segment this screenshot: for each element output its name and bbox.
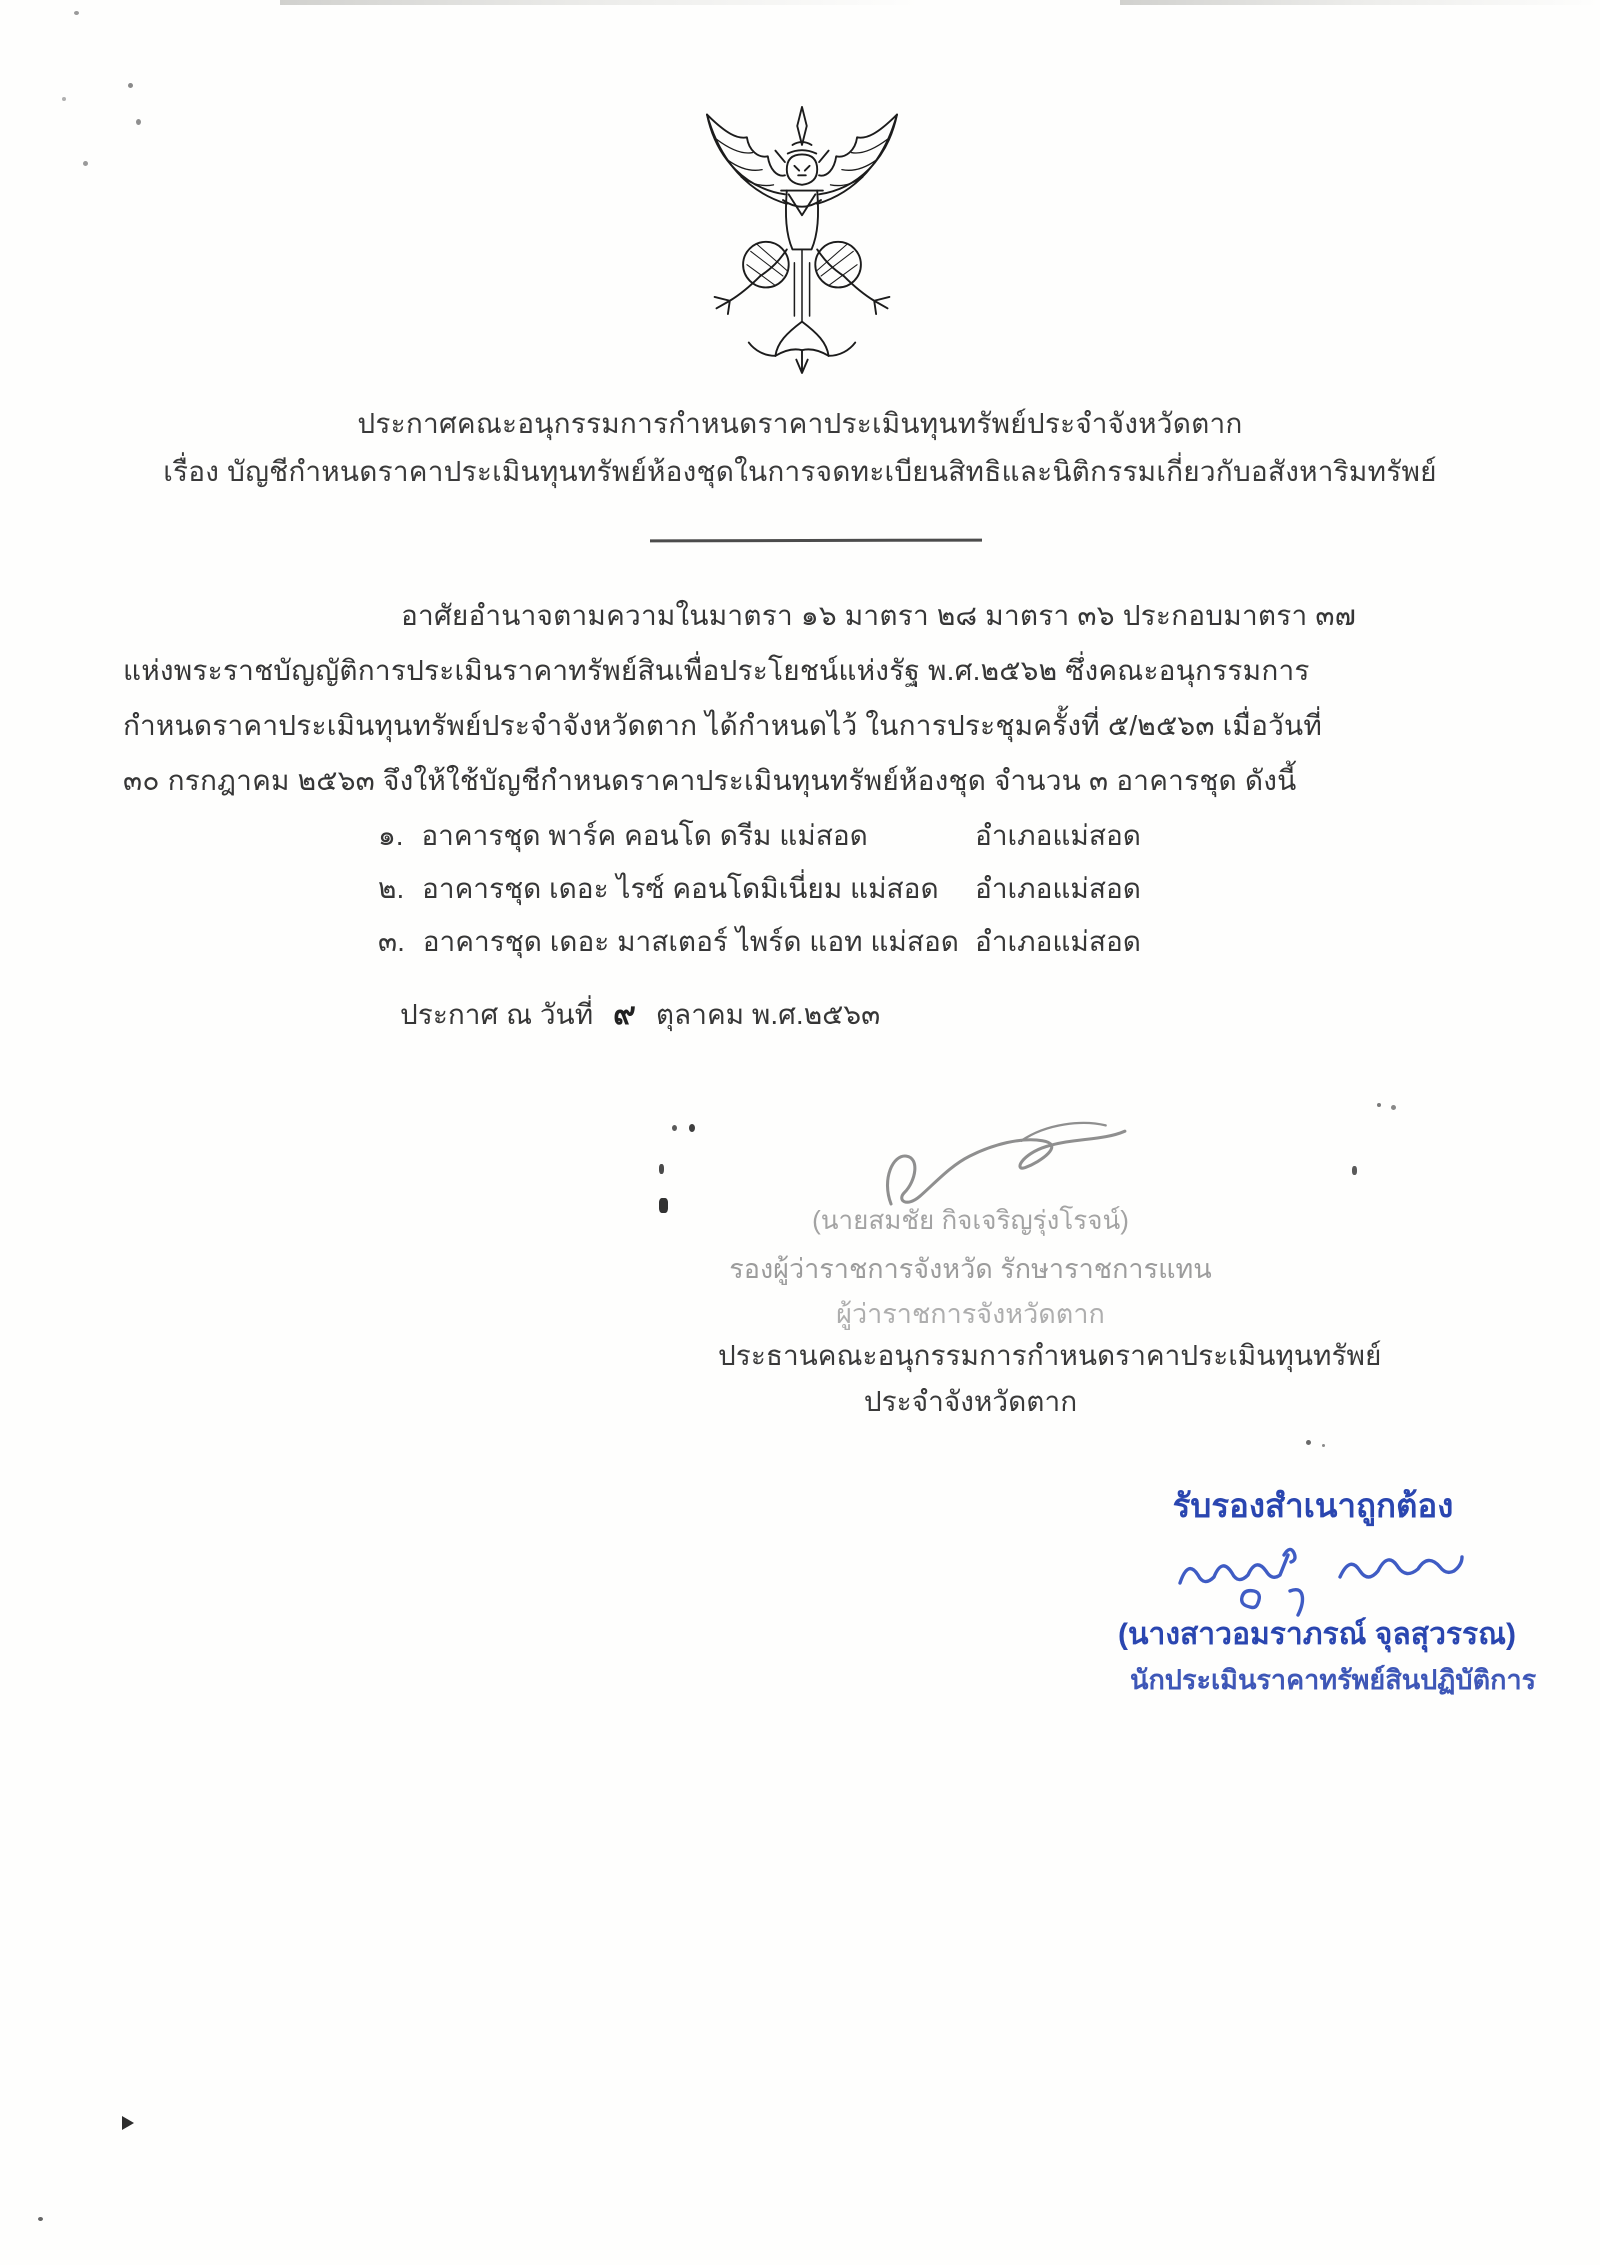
scan-speck: [128, 83, 133, 88]
scan-speck: [1352, 1166, 1357, 1175]
handwritten-day-number: ๙: [613, 996, 636, 1031]
announcement-subject: เรื่อง บัญชีกำหนดราคาประเมินทุนทรัพย์ห้องชุดในการจดทะเบียนสิทธิและนิติกรรมเกี่ยวกับอสังหาริมทรัพย์: [163, 456, 1437, 487]
certifier-name: (นางสาวอมราภรณ์ จุลสุวรรณ): [1118, 1618, 1516, 1651]
scan-artifact-mark: [122, 2116, 134, 2130]
scan-speck: [1322, 1444, 1325, 1447]
scan-speck: [62, 97, 66, 101]
signer-position-line2: ผู้ว่าราชการจังหวัดตาก: [836, 1299, 1105, 1329]
item-number: ๓.: [378, 926, 405, 957]
body-line: กำหนดราคาประเมินทุนทรัพย์ประจำจังหวัดตาก ได้กำหนดไว้ ในการประชุมครั้งที่ ๕/๒๕๖๓ เมื่อวันที่: [123, 710, 1323, 741]
condo-district: อำเภอแม่สอด: [975, 820, 1141, 851]
scan-speck: [659, 1164, 664, 1174]
scan-edge-smudge: [1120, 0, 1600, 5]
promulgation-date-line: [400, 988, 880, 1038]
scan-speck: [136, 119, 141, 125]
body-line: อาศัยอำนาจตามความในมาตรา ๑๖ มาตรา ๒๘ มาตรา ๓๖ ประกอบมาตรา ๓๗: [401, 600, 1357, 631]
scan-speck: [38, 2217, 43, 2221]
item-number: ๑.: [378, 820, 404, 851]
scan-speck: [74, 11, 79, 15]
certifier-handwritten-signature: [1172, 1533, 1502, 1618]
signer-position-line4: ประจำจังหวัดตาก: [863, 1386, 1078, 1417]
condo-name: อาคารชุด พาร์ค คอนโด ดรีม แม่สอด: [421, 820, 868, 851]
scan-speck: [1391, 1105, 1396, 1110]
condo-district: อำเภอแม่สอด: [975, 873, 1141, 904]
scan-speck: [659, 1198, 668, 1213]
item-number: ๒.: [378, 873, 405, 904]
condo-name: อาคารชุด เดอะ มาสเตอร์ ไพร์ด แอท แม่สอด: [422, 926, 959, 957]
date-suffix: ตุลาคม พ.ศ.๒๕๖๓: [655, 999, 881, 1030]
garuda-emblem-icon: [688, 100, 916, 378]
scan-speck: [689, 1124, 695, 1132]
signer-name: (นายสมชัย กิจเจริญรุ่งโรจน์): [812, 1205, 1129, 1235]
certification-stamp-text: รับรองสำเนาถูกต้อง: [1172, 1487, 1454, 1524]
scan-speck: [1306, 1440, 1311, 1445]
date-prefix: ประกาศ ณ วันที่: [400, 999, 594, 1030]
condo-list-item: [378, 867, 1478, 909]
scan-speck: [1377, 1103, 1381, 1107]
announcement-title: ประกาศคณะอนุกรรมการกำหนดราคาประเมินทุนทรัพย์ประจำจังหวัดตาก: [357, 408, 1243, 439]
title-divider-rule: [650, 539, 982, 543]
body-line: แห่งพระราชบัญญัติการประเมินราคาทรัพย์สินเพื่อประโยชน์แห่งรัฐ พ.ศ.๒๕๖๒ ซึ่งคณะอนุกรรมการ: [123, 655, 1310, 686]
condo-list-item: [378, 920, 1478, 962]
scan-speck: [83, 161, 88, 166]
signer-position-line1: รองผู้ว่าราชการจังหวัด รักษาราชการแทน: [729, 1254, 1212, 1284]
condo-list-item: [378, 814, 1478, 856]
condo-name: อาคารชุด เดอะ ไรซ์ คอนโดมิเนี่ยม แม่สอด: [422, 873, 939, 904]
certifier-position: นักประเมินราคาทรัพย์สินปฏิบัติการ: [1130, 1665, 1537, 1695]
body-line: ๓๐ กรกฎาคม ๒๕๖๓ จึงให้ใช้บัญชีกำหนดราคาประเมินทุนทรัพย์ห้องชุด จำนวน ๓ อาคารชุด ดังนี้: [123, 765, 1297, 796]
signer-position-line3: ประธานคณะอนุกรรมการกำหนดราคาประเมินทุนทรัพย์: [718, 1340, 1382, 1371]
scan-speck: [672, 1125, 677, 1131]
condo-district: อำเภอแม่สอด: [975, 926, 1141, 957]
scan-edge-smudge: [280, 0, 920, 5]
